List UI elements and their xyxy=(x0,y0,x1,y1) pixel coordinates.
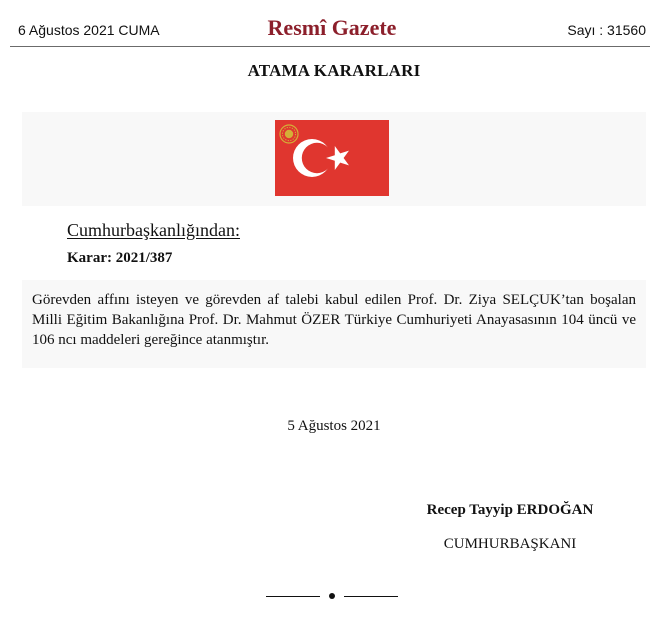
turkish-flag-icon xyxy=(275,120,389,196)
issuing-institution: Cumhurbaşkanlığından: xyxy=(67,220,240,240)
decision-number: Karar: 2021/387 xyxy=(67,250,173,266)
gazette-header xyxy=(14,14,650,48)
end-mark-line-left xyxy=(266,596,320,597)
end-of-document-mark xyxy=(266,590,398,604)
end-mark-line-right xyxy=(344,596,398,597)
signer-name: Recep Tayyip ERDOĞAN xyxy=(426,502,594,518)
signer-title: CUMHURBAŞKANI xyxy=(443,536,577,552)
gazette-title: Resmî Gazete xyxy=(267,15,397,40)
header-date: 6 Ağustos 2021 CUMA xyxy=(18,22,160,38)
issue-number: Sayı : 31560 xyxy=(567,22,646,38)
section-title: ATAMA KARARLARI xyxy=(247,61,421,80)
signature-date: 5 Ağustos 2021 xyxy=(287,418,381,434)
header-divider xyxy=(10,46,650,47)
decision-body: Görevden affını isteyen ve görevden af talebi kabul edilen Prof. Dr. Ziya SELÇUK’tan boşalan Milli Eğitim Bakanlığına Prof. Dr. Mahmut ÖZER Türkiye Cumhuriyeti Anayasasının 104 üncü ve 106 ncı maddeleri gereğince atanmıştır. xyxy=(32,292,636,348)
end-mark-dot xyxy=(329,593,335,599)
